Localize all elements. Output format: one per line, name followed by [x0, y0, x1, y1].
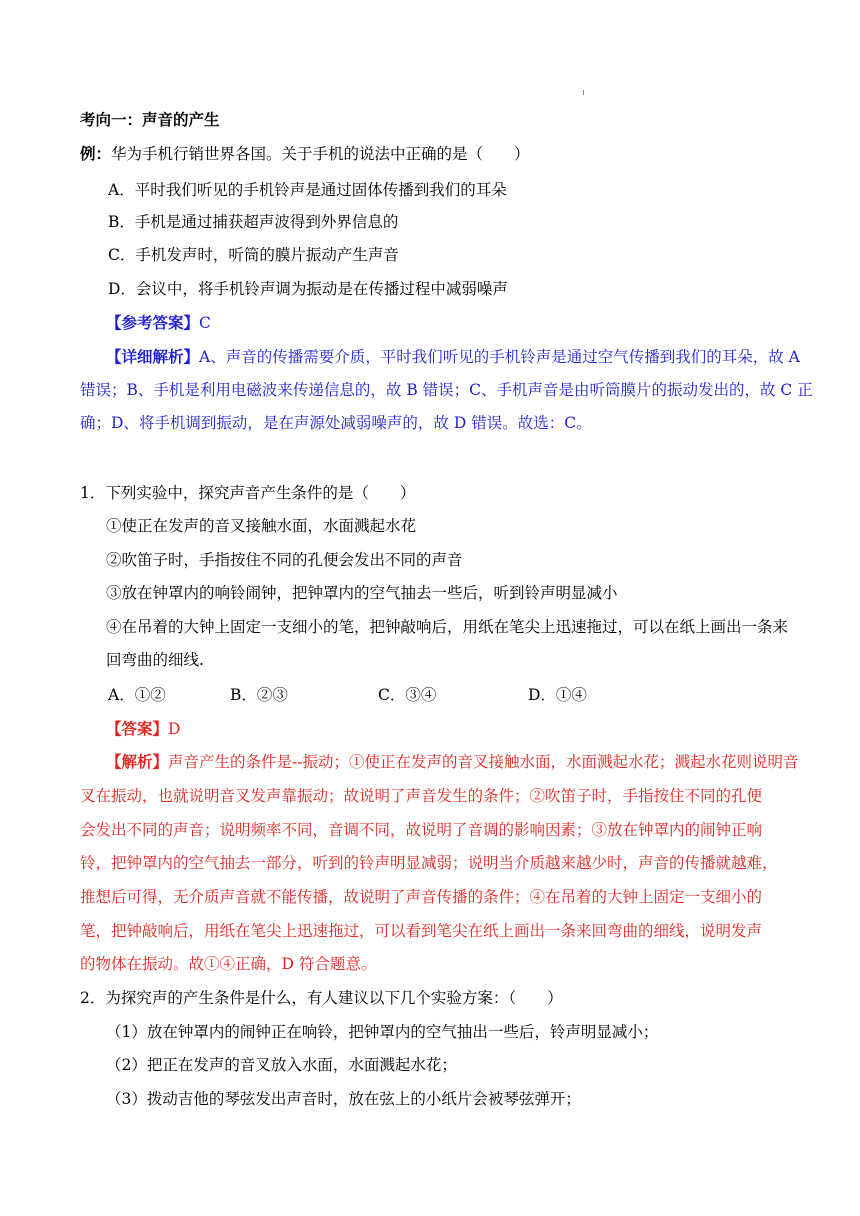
q2-question: 2．为探究声的产生条件是什么，有人建议以下几个实验方案：（ ）: [80, 989, 563, 1007]
example-option-d: D．会议中，将手机铃声调为振动是在传播过程中减弱噪声: [108, 280, 508, 298]
section-title: 考向一：声音的产生: [80, 110, 220, 129]
q1-option-d: D．①④: [528, 686, 587, 704]
q1-analysis-line-3: 会发出不同的声音；说明频率不同，音调不同，故说明了音调的影响因素；③放在钟罩内的闹钟正响: [80, 821, 763, 839]
example-analysis-line-3: 确；D、将手机调到振动，是在声源处减弱噪声的，故 D 错误。故选：C。: [80, 414, 592, 432]
q1-answer: [106, 719, 180, 739]
example-option-b: B．手机是通过捕获超声波得到外界信息的: [108, 213, 399, 231]
example-answer-value: C: [199, 314, 211, 332]
q2-item-2: （2）把正在发声的音叉放入水面，水面溅起水花；: [106, 1056, 457, 1074]
example-analysis-line-1: 【详细解析】A、声音的传播需要介质，平时我们听见的手机铃声是通过空气传播到我们的耳朵，故 A: [106, 347, 800, 366]
q1-item-1: ①使正在发声的音叉接触水面，水面溅起水花: [106, 517, 417, 535]
q1-option-a: A．①②: [108, 686, 166, 704]
q1-item-2: ②吹笛子时，手指按住不同的孔便会发出不同的声音: [106, 551, 463, 569]
example-label: 例：: [80, 144, 112, 163]
q1-item-4-cont: 回弯曲的细线.: [106, 651, 204, 669]
example-answer-label: 【参考答案】: [106, 313, 200, 332]
q1-analysis-line-6: 笔，把钟敲响后，用纸在笔尖上迅速拖过，可以看到笔尖在纸上画出一条来回弯曲的细线，说明发声: [80, 922, 763, 940]
q1-analysis-line-1: 【解析】声音产生的条件是--振动；①使正在发声的音叉接触水面，水面溅起水花；溅起水花则说明音: [106, 752, 799, 771]
q1-item-3: ③放在钟罩内的响铃闹钟，把钟罩内的空气抽去一些后，听到铃声明显减小: [106, 584, 618, 602]
example-option-a: A．平时我们听见的手机铃声是通过固体传播到我们的耳朵: [108, 181, 507, 199]
q1-analysis-label: 【解析】: [106, 752, 169, 771]
q1-answer-value: D: [168, 720, 181, 738]
example-answer: [106, 313, 211, 333]
q1-item-4: ④在吊着的大钟上固定一支细小的笔，把钟敲响后，用纸在笔尖上迅速拖过，可以在纸上画出一条来: [106, 618, 789, 636]
q1-analysis-line-2: 叉在振动，也就说明音叉发声靠振动；故说明了声音发生的条件；②吹笛子时，手指按住不同的孔便: [80, 787, 763, 805]
example-option-c: C．手机发声时，听筒的膜片振动产生声音: [108, 246, 399, 264]
example-analysis-line-2: 错误；B、手机是利用电磁波来传递信息的，故 B 错误；C、手机声音是由听筒膜片的振动发出的，故 C 正: [80, 381, 813, 399]
q2-item-1: （1）放在钟罩内的闹钟正在响铃，把钟罩内的空气抽出一些后，铃声明显减小；: [106, 1023, 659, 1041]
q1-analysis-line-5: 推想后可得，无介质声音就不能传播，故说明了声音传播的条件；④在吊着的大钟上固定一支细小的: [80, 888, 763, 906]
example-question-text: 华为手机行销世界各国。关于手机的说法中正确的是（ ）: [111, 145, 530, 163]
page-mark: [583, 90, 584, 95]
q1-analysis-line-7: 的物体在振动。故①④正确，D 符合题意。: [80, 955, 377, 973]
q1-option-b: B．②③: [230, 686, 288, 704]
example-question: [80, 144, 530, 164]
q1-analysis-line-4: 铃，把钟罩内的空气抽去一部分，听到的铃声明显减弱；说明当介质越来越少时，声音的传播就越难，: [80, 854, 778, 872]
q1-answer-label: 【答案】: [106, 719, 169, 738]
q1-option-c: C．③④: [378, 686, 437, 704]
example-analysis-label: 【详细解析】: [106, 347, 200, 366]
q2-item-3: （3）拨动吉他的琴弦发出声音时，放在弦上的小纸片会被琴弦弹开；: [106, 1090, 581, 1108]
q1-question: 1．下列实验中，探究声音产生条件的是（ ）: [80, 484, 416, 502]
